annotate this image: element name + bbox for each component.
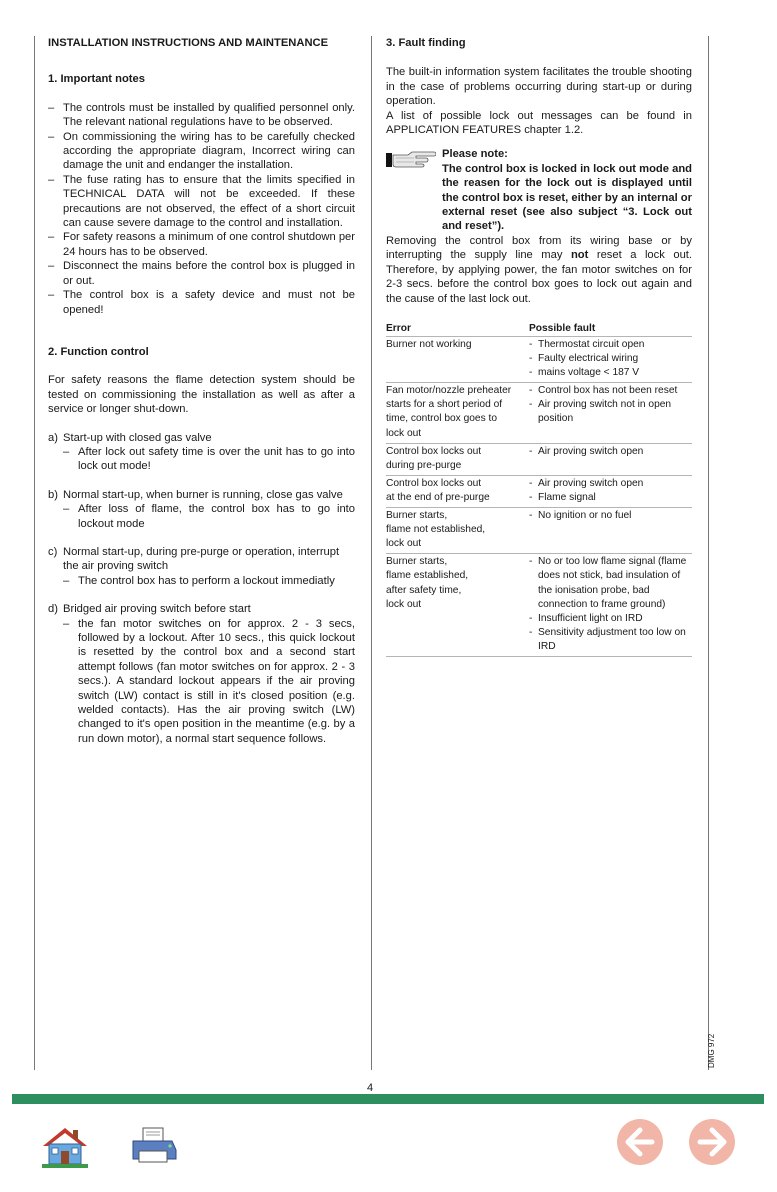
- function-case-title-text: Normal start-up, when burner is running, close gas valve: [63, 488, 343, 501]
- fault-cell: [529, 508, 692, 554]
- fault-cell: [529, 443, 692, 475]
- error-line: Control box locks out: [386, 477, 482, 489]
- error-line: during pre-purge: [386, 459, 462, 471]
- next-page-button[interactable]: [688, 1118, 736, 1166]
- table-row: [386, 508, 692, 554]
- function-case: [48, 488, 355, 531]
- function-case: [48, 431, 355, 474]
- function-case-detail: – the fan motor switches on for approx. 2 - 3 secs, followed by a lockout. After 10 secs., this quick lockout is resetted by the control box and a second start attempt follows (fan motor switches on for approx. 2 - 3 secs.). A standard lockout appears if the air proving switch (LW) contact is still in it's closed position (e.g. welded contacts). Has the air proving switch (LW) changed to it's open position in the meantime (e.g. by a run down motor), a normal start sequence follows.: [63, 617, 355, 747]
- please-note-box: [386, 147, 692, 233]
- function-case-label: b): [48, 488, 58, 501]
- error-line: after safety time,: [386, 584, 462, 596]
- removal-text-before: Removing the control box from its wiring base or by interrupting the supply line may: [386, 234, 692, 262]
- arrow-right-icon: [688, 1118, 736, 1166]
- table-row: [386, 475, 692, 507]
- removal-text-bold: not: [570, 249, 589, 262]
- removal-paragraph: [386, 234, 692, 306]
- error-cell: [386, 475, 529, 507]
- fault-item: - mains voltage < 187 V: [529, 366, 692, 380]
- function-case-label: c): [48, 545, 58, 558]
- error-line: Burner starts,: [386, 510, 448, 522]
- fault-item: - Air proving switch open: [529, 445, 692, 459]
- important-notes-heading: 1. Important notes: [48, 73, 145, 86]
- fault-item: - Sensitivity adjustment too low on IRD: [529, 626, 692, 654]
- left-border-line: [34, 36, 35, 1070]
- function-case-label: d): [48, 603, 58, 616]
- fault-item: - Thermostat circuit open: [529, 338, 692, 352]
- page-number: 4: [366, 1082, 374, 1094]
- table-row: [386, 337, 692, 383]
- function-case-detail-list: [63, 445, 355, 474]
- footer-green-bar: [12, 1094, 764, 1104]
- fault-item: - No or too low flame signal (flame does not stick, bad insulation of the ionisation probe, bad connection to frame ground): [529, 555, 692, 611]
- right-column: [386, 36, 692, 657]
- fault-finding-intro-2: A list of possible lock out messages can be found in APPLICATION FEATURES chapter 1.2.: [386, 109, 692, 137]
- function-case-title: [48, 602, 355, 616]
- removal-text-after: reset a lock out. Therefore, by applying power, the fan motor switches on for 2-3 secs. before the control box goes to lock out again and the cause of the last lock out.: [386, 249, 693, 305]
- table-row: [386, 383, 692, 443]
- function-case-detail: – The control box has to perform a lockout immediatly: [63, 574, 355, 588]
- important-note-item: – The control box is a safety device and must not be opened!: [48, 288, 355, 317]
- fault-cell: [529, 554, 692, 657]
- note-text: [442, 147, 692, 233]
- column-header-fault: Possible fault: [529, 322, 596, 334]
- fault-item: - Insufficient light on IRD: [529, 612, 692, 626]
- document-code: DMG 972: [707, 1033, 716, 1068]
- fault-cell: [529, 475, 692, 507]
- note-body: The control box is locked in lock out mode and the reasen for the lock out is displayed until the control box is reset, either by an internal or external reset (see also subject “3. Lock out and reset”).: [442, 162, 692, 233]
- fault-item: - No ignition or no fuel: [529, 509, 692, 523]
- error-line: Burner starts,: [386, 556, 448, 568]
- important-note-item: – The fuse rating has to ensure that the limits specified in TECHNICAL DATA will not be exceeded. If these precautions are not observed, the effect of a short circuit can cause severe damage to the control and installation.: [48, 173, 355, 231]
- error-line: at the end of pre-purge: [386, 491, 490, 503]
- previous-page-button[interactable]: [616, 1118, 664, 1166]
- error-cell: [386, 337, 529, 383]
- function-case-title-text: Normal start-up, during pre-purge or operation, interrupt the air proving switch: [63, 545, 340, 573]
- pointing-hand-icon: [386, 149, 436, 169]
- print-button[interactable]: [130, 1126, 178, 1166]
- fault-item: - Air proving switch not in open position: [529, 398, 692, 426]
- function-case: [48, 545, 355, 588]
- right-border-line: [708, 36, 709, 1070]
- error-line: lock out: [386, 538, 422, 550]
- function-case-title: [48, 488, 355, 502]
- fault-item: - Flame signal: [529, 491, 692, 505]
- function-case-title-text: Bridged air proving switch before start: [63, 603, 251, 616]
- fault-finding-intro-1: The built-in information system facilitates the trouble shooting in the case of problems occurring during start-up or during operation.: [386, 66, 692, 108]
- important-note-item: – The controls must be installed by qualified personnel only. The relevant national regulations have to be observed.: [48, 101, 355, 130]
- error-line: lock out: [386, 598, 422, 610]
- function-case-detail-list: [63, 617, 355, 747]
- function-case-title: [48, 545, 355, 574]
- function-case-detail: – After loss of flame, the control box has to go into lockout mode: [63, 502, 355, 531]
- important-notes-list: [48, 101, 355, 317]
- error-line: time, control box goes to: [386, 413, 497, 425]
- note-title: Please note:: [442, 148, 508, 161]
- important-note-item: – On commissioning the wiring has to be carefully checked according the appropriate diagram, Incorrect wiring can damage the unit and endanger the installation.: [48, 130, 355, 173]
- error-cell: [386, 508, 529, 554]
- column-header-error: Error: [386, 322, 411, 334]
- printer-icon: [130, 1126, 178, 1166]
- important-note-item: – For safety reasons a minimum of one control shutdown per 24 hours has to be observed.: [48, 230, 355, 259]
- function-case-detail: – After lock out safety time is over the unit has to go into lock out mode!: [63, 445, 355, 474]
- column-divider-line: [371, 36, 372, 1070]
- error-line: Burner not working: [386, 339, 472, 350]
- left-column: [48, 36, 355, 746]
- fault-item: - Control box has not been reset: [529, 384, 692, 398]
- function-case-detail-list: [63, 574, 355, 588]
- function-case: [48, 602, 355, 746]
- important-note-item: – Disconnect the mains before the control box is plugged in or out.: [48, 259, 355, 288]
- fault-finding-heading: 3. Fault finding: [386, 37, 466, 49]
- function-control-heading: 2. Function control: [48, 345, 149, 358]
- error-cell: [386, 443, 529, 475]
- function-case-title: [48, 431, 355, 445]
- error-cell: [386, 383, 529, 443]
- function-case-title-text: Start-up with closed gas valve: [63, 431, 212, 444]
- table-row: [386, 443, 692, 475]
- error-cell: [386, 554, 529, 657]
- function-control-intro: For safety reasons the flame detection system should be tested on commissioning the installation as well as after a service or longer shut-down.: [48, 374, 355, 416]
- arrow-left-icon: [616, 1118, 664, 1166]
- fault-item: - Faulty electrical wiring: [529, 352, 692, 366]
- table-row: [386, 554, 692, 657]
- fault-table: [386, 322, 692, 657]
- fault-cell: [529, 337, 692, 383]
- fault-item: - Air proving switch open: [529, 477, 692, 491]
- fault-cell: [529, 383, 692, 443]
- error-line: lock out: [386, 427, 422, 439]
- function-control-cases: [48, 431, 355, 747]
- function-case-label: a): [48, 431, 58, 444]
- error-line: Fan motor/nozzle preheater: [386, 385, 512, 397]
- error-line: flame not established,: [386, 524, 486, 536]
- error-line: Control box locks out: [386, 445, 482, 457]
- home-button[interactable]: [40, 1124, 90, 1170]
- function-case-detail-list: [63, 502, 355, 531]
- section-title: INSTALLATION INSTRUCTIONS AND MAINTENANCE: [48, 37, 329, 49]
- error-line: starts for a short period of: [386, 399, 503, 411]
- error-line: flame established,: [386, 570, 469, 582]
- home-icon: [40, 1124, 90, 1170]
